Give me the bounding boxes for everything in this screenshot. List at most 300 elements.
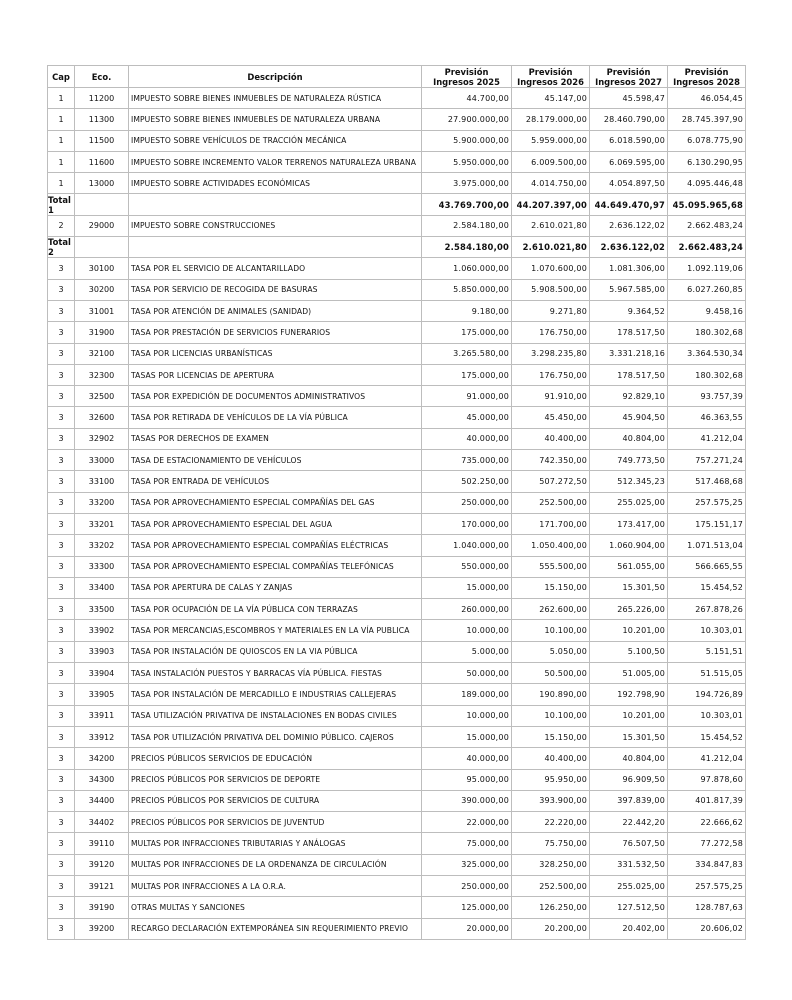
cell-cap: 3 [48,322,75,343]
table-row [48,918,746,939]
table-row [48,790,746,811]
cell-descripcion: TASA POR ATENCIÓN DE ANIMALES (SANIDAD) [129,300,422,321]
cell-ingresos-2027: 4.054.897,50 [590,173,668,194]
header-descripcion: Descripción [129,66,422,88]
cell-eco: 32100 [75,343,129,364]
table-row [48,215,746,236]
cell-eco: 32300 [75,364,129,385]
cell-descripcion: MULTAS POR INFRACCIONES A LA O.R.A. [129,875,422,896]
cell-cap: 3 [48,258,75,279]
cell-ingresos-2027: 28.460.790,00 [590,109,668,130]
table-row [48,897,746,918]
cell-ingresos-2028: 6.130.290,95 [668,151,746,172]
cell-ingresos-2025: 3.265.580,00 [422,343,512,364]
cell-ingresos-2026: 95.950,00 [512,769,590,790]
cell-cap: 3 [48,897,75,918]
cell-descripcion: IMPUESTO SOBRE VEHÍCULOS DE TRACCIÓN MECÁNICA [129,130,422,151]
cell-ingresos-2027: 40.804,00 [590,428,668,449]
cell-ingresos-2027: 1.081.306,00 [590,258,668,279]
cell-descripcion: IMPUESTO SOBRE BIENES INMUEBLES DE NATURALEZA RÚSTICA [129,88,422,109]
cell-ingresos-2027: 44.649.470,97 [590,194,668,215]
cell-ingresos-2026: 171.700,00 [512,513,590,534]
cell-descripcion: TASA UTILIZACIÓN PRIVATIVA DE INSTALACIONES EN BODAS CIVILES [129,705,422,726]
cell-ingresos-2027: 20.402,00 [590,918,668,939]
cell-eco: 11600 [75,151,129,172]
cell-eco: 33400 [75,577,129,598]
cell-ingresos-2026: 555.500,00 [512,556,590,577]
cell-eco: 33903 [75,641,129,662]
table-row [48,535,746,556]
table-row [48,684,746,705]
cell-cap: 1 [48,109,75,130]
header-label: Ingresos 2025 [433,76,500,87]
cell-ingresos-2025: 43.769.700,00 [422,194,512,215]
cell-ingresos-2028: 5.151,51 [668,641,746,662]
cell-ingresos-2027: 45.904,50 [590,407,668,428]
cell-cap: 3 [48,513,75,534]
cell-ingresos-2026: 5.959.000,00 [512,130,590,151]
cell-ingresos-2028: 41.212,04 [668,428,746,449]
header-label: Ingresos 2027 [595,76,662,87]
cell-eco: 34300 [75,769,129,790]
cell-descripcion [129,194,422,215]
cell-ingresos-2025: 2.584.180,00 [422,215,512,236]
cell-ingresos-2027: 15.301,50 [590,577,668,598]
cell-descripcion: TASA INSTALACIÓN PUESTOS Y BARRACAS VÍA PÚBLICA. FIESTAS [129,663,422,684]
table-row [48,364,746,385]
cell-ingresos-2027: 3.331.218,16 [590,343,668,364]
cell-ingresos-2027: 561.055,00 [590,556,668,577]
cell-eco: 29000 [75,215,129,236]
cell-ingresos-2027: 192.798,90 [590,684,668,705]
cell-ingresos-2026: 5.050,00 [512,641,590,662]
table-row [48,726,746,747]
cell-descripcion: PRECIOS PÚBLICOS POR SERVICIOS DE CULTURA [129,790,422,811]
cell-eco: 11500 [75,130,129,151]
cell-ingresos-2028: 194.726,89 [668,684,746,705]
cell-ingresos-2027: 2.636.122,02 [590,237,668,258]
cell-cap: Total 2 [48,237,75,258]
cell-cap: 3 [48,748,75,769]
cell-ingresos-2027: 173.417,00 [590,513,668,534]
cell-descripcion: PRECIOS PÚBLICOS SERVICIOS DE EDUCACIÓN [129,748,422,769]
cell-ingresos-2025: 27.900.000,00 [422,109,512,130]
cell-ingresos-2026: 176.750,00 [512,364,590,385]
table-row [48,322,746,343]
table-row [48,833,746,854]
cell-descripcion: TASA POR MERCANCIAS,ESCOMBROS Y MATERIALES EN LA VÍA PUBLICA [129,620,422,641]
table-row [48,769,746,790]
cell-descripcion: IMPUESTO SOBRE ACTIVIDADES ECONÓMICAS [129,173,422,194]
cell-ingresos-2025: 250.000,00 [422,875,512,896]
cell-ingresos-2026: 50.500,00 [512,663,590,684]
revenue-forecast-table [47,65,746,940]
cell-descripcion: TASA POR INSTALACIÓN DE QUIOSCOS EN LA VIA PÚBLICA [129,641,422,662]
cell-ingresos-2028: 51.515,05 [668,663,746,684]
cell-ingresos-2026: 40.400,00 [512,428,590,449]
cell-ingresos-2027: 22.442,20 [590,812,668,833]
cell-eco: 33100 [75,471,129,492]
table-header-row [48,66,746,88]
table-row [48,492,746,513]
cell-ingresos-2026: 5.908.500,00 [512,279,590,300]
cell-ingresos-2025: 45.000,00 [422,407,512,428]
table-row [48,450,746,471]
cell-ingresos-2028: 93.757,39 [668,386,746,407]
cell-eco: 11300 [75,109,129,130]
cell-ingresos-2028: 334.847,83 [668,854,746,875]
table-row [48,343,746,364]
cell-descripcion: OTRAS MULTAS Y SANCIONES [129,897,422,918]
cell-ingresos-2027: 178.517,50 [590,322,668,343]
cell-ingresos-2028: 4.095.446,48 [668,173,746,194]
cell-ingresos-2025: 325.000,00 [422,854,512,875]
cell-ingresos-2026: 393.900,00 [512,790,590,811]
cell-ingresos-2026: 126.250,00 [512,897,590,918]
cell-ingresos-2025: 40.000,00 [422,428,512,449]
cell-ingresos-2027: 9.364,52 [590,300,668,321]
cell-ingresos-2027: 331.532,50 [590,854,668,875]
cell-cap: 3 [48,535,75,556]
cell-descripcion: TASA POR SERVICIO DE RECOGIDA DE BASURAS [129,279,422,300]
cell-eco [75,237,129,258]
table-row [48,300,746,321]
cell-ingresos-2028: 46.363,55 [668,407,746,428]
cell-ingresos-2027: 127.512,50 [590,897,668,918]
table-row [48,556,746,577]
cell-cap: 3 [48,279,75,300]
cell-eco: 13000 [75,173,129,194]
cell-descripcion: TASA POR EXPEDICIÓN DE DOCUMENTOS ADMINISTRATIVOS [129,386,422,407]
cell-cap: 2 [48,215,75,236]
cell-ingresos-2027: 6.069.595,00 [590,151,668,172]
cell-ingresos-2028: 77.272,58 [668,833,746,854]
table-row [48,812,746,833]
table-row [48,258,746,279]
cell-ingresos-2028: 257.575,25 [668,492,746,513]
cell-eco: 33911 [75,705,129,726]
cell-ingresos-2028: 180.302,68 [668,322,746,343]
cell-ingresos-2028: 20.606,02 [668,918,746,939]
cell-ingresos-2027: 15.301,50 [590,726,668,747]
cell-descripcion: IMPUESTO SOBRE INCREMENTO VALOR TERRENOS NATURALEZA URBANA [129,151,422,172]
cell-eco: 32902 [75,428,129,449]
cell-ingresos-2025: 735.000,00 [422,450,512,471]
cell-cap: Total 1 [48,194,75,215]
cell-ingresos-2025: 5.900.000,00 [422,130,512,151]
cell-eco: 39110 [75,833,129,854]
cell-ingresos-2027: 40.804,00 [590,748,668,769]
cell-ingresos-2025: 170.000,00 [422,513,512,534]
header-label: Ingresos 2028 [673,76,740,87]
cell-eco: 31001 [75,300,129,321]
cell-ingresos-2027: 76.507,50 [590,833,668,854]
cell-ingresos-2025: 10.000,00 [422,705,512,726]
header-cap: Cap [48,66,75,88]
cell-descripcion: IMPUESTO SOBRE BIENES INMUEBLES DE NATURALEZA URBANA [129,109,422,130]
table-row [48,88,746,109]
cell-ingresos-2028: 45.095.965,68 [668,194,746,215]
cell-descripcion: TASA DE ESTACIONAMIENTO DE VEHÍCULOS [129,450,422,471]
cell-descripcion: PRECIOS PÚBLICOS POR SERVICIOS DE DEPORTE [129,769,422,790]
cell-eco: 33904 [75,663,129,684]
cell-descripcion: PRECIOS PÚBLICOS POR SERVICIOS DE JUVENTUD [129,812,422,833]
header-ingresos-2025 [422,66,512,88]
table-row [48,471,746,492]
cell-ingresos-2025: 15.000,00 [422,726,512,747]
cell-ingresos-2025: 5.850.000,00 [422,279,512,300]
cell-cap: 1 [48,173,75,194]
cell-cap: 3 [48,769,75,790]
cell-cap: 3 [48,364,75,385]
cell-ingresos-2025: 189.000,00 [422,684,512,705]
cell-descripcion: TASA POR ENTRADA DE VEHÍCULOS [129,471,422,492]
cell-ingresos-2025: 20.000,00 [422,918,512,939]
cell-ingresos-2025: 22.000,00 [422,812,512,833]
cell-descripcion: TASA POR RETIRADA DE VEHÍCULOS DE LA VÍA PÚBLICA [129,407,422,428]
cell-ingresos-2027: 5.100,50 [590,641,668,662]
table-row [48,109,746,130]
header-label: Previsión [528,66,573,77]
cell-ingresos-2027: 6.018.590,00 [590,130,668,151]
cell-cap: 3 [48,300,75,321]
table-row [48,407,746,428]
table-row [48,620,746,641]
cell-eco: 32600 [75,407,129,428]
cell-ingresos-2027: 255.025,00 [590,875,668,896]
table-row [48,599,746,620]
table-row [48,705,746,726]
cell-cap: 1 [48,88,75,109]
cell-ingresos-2025: 15.000,00 [422,577,512,598]
table-body [48,88,746,940]
cell-ingresos-2028: 9.458,16 [668,300,746,321]
total-row [48,237,746,258]
cell-ingresos-2028: 41.212,04 [668,748,746,769]
cell-eco: 33912 [75,726,129,747]
table-row [48,279,746,300]
cell-ingresos-2027: 51.005,00 [590,663,668,684]
cell-ingresos-2026: 2.610.021,80 [512,237,590,258]
cell-ingresos-2028: 10.303,01 [668,705,746,726]
cell-ingresos-2026: 1.050.400,00 [512,535,590,556]
cell-cap: 1 [48,151,75,172]
cell-ingresos-2026: 507.272,50 [512,471,590,492]
cell-ingresos-2028: 757.271,24 [668,450,746,471]
cell-ingresos-2028: 257.575,25 [668,875,746,896]
header-eco: Eco. [75,66,129,88]
cell-cap: 3 [48,684,75,705]
cell-cap: 3 [48,833,75,854]
cell-eco: 33902 [75,620,129,641]
table-row [48,513,746,534]
cell-cap: 3 [48,428,75,449]
cell-ingresos-2025: 260.000,00 [422,599,512,620]
cell-ingresos-2026: 20.200,00 [512,918,590,939]
cell-cap: 3 [48,641,75,662]
cell-ingresos-2027: 512.345,23 [590,471,668,492]
cell-cap: 3 [48,556,75,577]
cell-ingresos-2027: 45.598,47 [590,88,668,109]
table-row [48,748,746,769]
cell-ingresos-2026: 40.400,00 [512,748,590,769]
cell-eco: 32500 [75,386,129,407]
cell-eco: 34200 [75,748,129,769]
cell-cap: 3 [48,918,75,939]
cell-ingresos-2025: 175.000,00 [422,322,512,343]
cell-cap: 3 [48,577,75,598]
cell-ingresos-2026: 3.298.235,80 [512,343,590,364]
cell-ingresos-2025: 125.000,00 [422,897,512,918]
table-row [48,386,746,407]
cell-ingresos-2025: 502.250,00 [422,471,512,492]
cell-ingresos-2026: 4.014.750,00 [512,173,590,194]
cell-eco: 33201 [75,513,129,534]
cell-ingresos-2026: 75.750,00 [512,833,590,854]
cell-cap: 3 [48,343,75,364]
cell-ingresos-2026: 742.350,00 [512,450,590,471]
cell-ingresos-2027: 10.201,00 [590,705,668,726]
cell-ingresos-2026: 190.890,00 [512,684,590,705]
cell-cap: 1 [48,130,75,151]
cell-ingresos-2028: 10.303,01 [668,620,746,641]
cell-descripcion: TASA POR APROVECHAMIENTO ESPECIAL COMPAÑÍAS TELEFÓNICAS [129,556,422,577]
table-row [48,854,746,875]
cell-descripcion: IMPUESTO SOBRE CONSTRUCCIONES [129,215,422,236]
cell-ingresos-2027: 5.967.585,00 [590,279,668,300]
header-label: Previsión [444,66,489,77]
cell-ingresos-2026: 9.271,80 [512,300,590,321]
cell-ingresos-2025: 95.000,00 [422,769,512,790]
cell-ingresos-2026: 10.100,00 [512,705,590,726]
cell-eco [75,194,129,215]
cell-cap: 3 [48,812,75,833]
cell-ingresos-2028: 175.151,17 [668,513,746,534]
cell-ingresos-2028: 46.054,45 [668,88,746,109]
cell-eco: 31900 [75,322,129,343]
table-row [48,577,746,598]
cell-eco: 33202 [75,535,129,556]
cell-ingresos-2028: 6.027.260,85 [668,279,746,300]
cell-ingresos-2026: 176.750,00 [512,322,590,343]
cell-ingresos-2026: 2.610.021,80 [512,215,590,236]
cell-ingresos-2027: 749.773,50 [590,450,668,471]
table-row [48,663,746,684]
cell-eco: 34400 [75,790,129,811]
cell-ingresos-2026: 6.009.500,00 [512,151,590,172]
header-label: Ingresos 2026 [517,76,584,87]
cell-ingresos-2026: 91.910,00 [512,386,590,407]
cell-eco: 39121 [75,875,129,896]
cell-ingresos-2026: 15.150,00 [512,726,590,747]
cell-cap: 3 [48,471,75,492]
cell-descripcion: TASAS POR DERECHOS DE EXAMEN [129,428,422,449]
cell-descripcion: TASA POR OCUPACIÓN DE LA VÍA PÚBLICA CON TERRAZAS [129,599,422,620]
cell-descripcion: TASAS POR LICENCIAS DE APERTURA [129,364,422,385]
cell-eco: 33500 [75,599,129,620]
cell-ingresos-2026: 15.150,00 [512,577,590,598]
cell-descripcion: MULTAS POR INFRACCIONES DE LA ORDENANZA DE CIRCULACIÓN [129,854,422,875]
cell-ingresos-2026: 262.600,00 [512,599,590,620]
cell-ingresos-2026: 45.147,00 [512,88,590,109]
cell-eco: 33905 [75,684,129,705]
cell-ingresos-2028: 128.787,63 [668,897,746,918]
cell-ingresos-2025: 550.000,00 [422,556,512,577]
cell-ingresos-2028: 6.078.775,90 [668,130,746,151]
cell-eco: 33200 [75,492,129,513]
total-row [48,194,746,215]
cell-ingresos-2027: 265.226,00 [590,599,668,620]
cell-ingresos-2025: 91.000,00 [422,386,512,407]
cell-ingresos-2028: 3.364.530,34 [668,343,746,364]
cell-descripcion: TASA POR APROVECHAMIENTO ESPECIAL DEL AGUA [129,513,422,534]
header-label: Previsión [684,66,729,77]
cell-ingresos-2025: 44.700,00 [422,88,512,109]
cell-ingresos-2027: 1.060.904,00 [590,535,668,556]
cell-descripcion: TASA POR PRESTACIÓN DE SERVICIOS FUNERARIOS [129,322,422,343]
cell-ingresos-2025: 1.060.000,00 [422,258,512,279]
header-ingresos-2028 [668,66,746,88]
cell-cap: 3 [48,854,75,875]
cell-ingresos-2028: 15.454,52 [668,726,746,747]
cell-cap: 3 [48,599,75,620]
cell-ingresos-2027: 397.839,00 [590,790,668,811]
cell-ingresos-2028: 15.454,52 [668,577,746,598]
cell-cap: 3 [48,663,75,684]
cell-eco: 11200 [75,88,129,109]
cell-ingresos-2027: 92.829,10 [590,386,668,407]
cell-descripcion: MULTAS POR INFRACCIONES TRIBUTARIAS Y ANÁLOGAS [129,833,422,854]
cell-ingresos-2025: 1.040.000,00 [422,535,512,556]
cell-eco: 33300 [75,556,129,577]
cell-ingresos-2026: 22.220,00 [512,812,590,833]
cell-ingresos-2025: 175.000,00 [422,364,512,385]
cell-cap: 3 [48,407,75,428]
cell-ingresos-2027: 10.201,00 [590,620,668,641]
cell-ingresos-2028: 401.817,39 [668,790,746,811]
cell-cap: 3 [48,705,75,726]
cell-eco: 34402 [75,812,129,833]
cell-descripcion: TASA POR APROVECHAMIENTO ESPECIAL COMPAÑÍAS DEL GAS [129,492,422,513]
table-row [48,641,746,662]
cell-ingresos-2028: 1.071.513,04 [668,535,746,556]
cell-ingresos-2026: 252.500,00 [512,875,590,896]
cell-cap: 3 [48,790,75,811]
cell-ingresos-2025: 390.000,00 [422,790,512,811]
cell-ingresos-2026: 10.100,00 [512,620,590,641]
cell-ingresos-2027: 2.636.122,02 [590,215,668,236]
cell-descripcion [129,237,422,258]
cell-ingresos-2025: 5.950.000,00 [422,151,512,172]
cell-cap: 3 [48,386,75,407]
table-row [48,875,746,896]
cell-descripcion: TASA POR EL SERVICIO DE ALCANTARILLADO [129,258,422,279]
table-row [48,173,746,194]
cell-ingresos-2025: 75.000,00 [422,833,512,854]
cell-ingresos-2028: 2.662.483,24 [668,237,746,258]
cell-ingresos-2025: 5.000,00 [422,641,512,662]
cell-descripcion: TASA POR INSTALACIÓN DE MERCADILLO E INDUSTRIAS CALLEJERAS [129,684,422,705]
table-row [48,428,746,449]
cell-cap: 3 [48,450,75,471]
cell-cap: 3 [48,620,75,641]
cell-ingresos-2028: 1.092.119,06 [668,258,746,279]
cell-ingresos-2025: 2.584.180,00 [422,237,512,258]
cell-ingresos-2028: 22.666,62 [668,812,746,833]
cell-ingresos-2025: 40.000,00 [422,748,512,769]
cell-cap: 3 [48,875,75,896]
cell-ingresos-2028: 517.468,68 [668,471,746,492]
